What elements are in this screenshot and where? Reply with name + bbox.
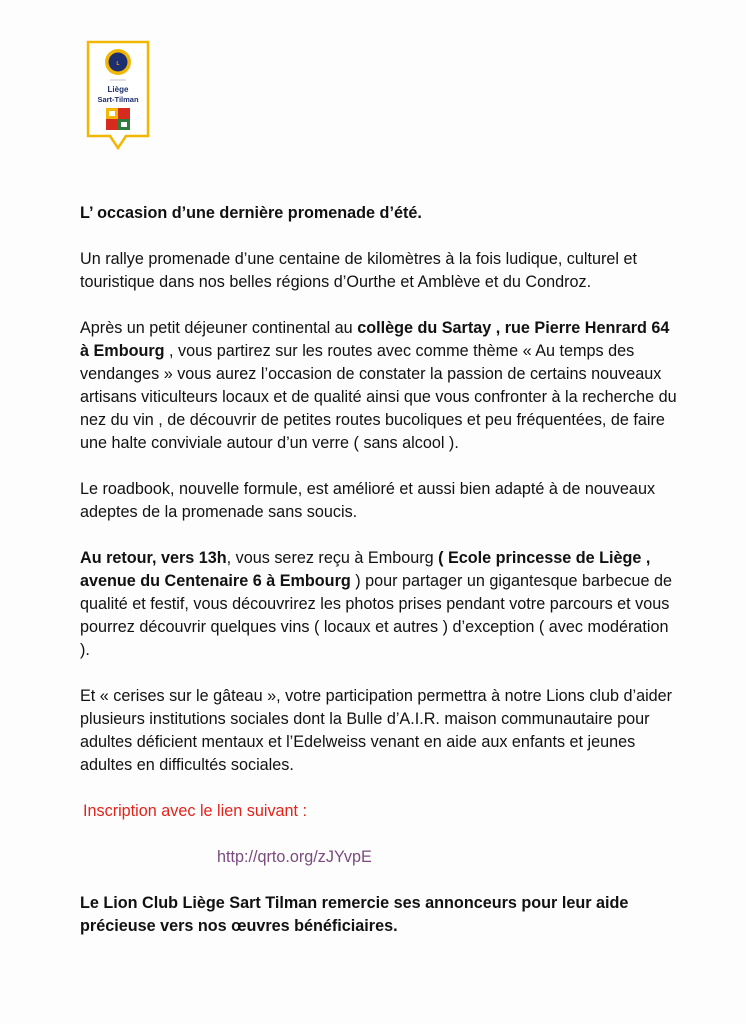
- lions-shield-icon: [86, 40, 150, 150]
- closing-thanks: Le Lion Club Liège Sart Tilman remercie ses annonceurs pour leur aide précieuse vers nos œuvres bénéficiaires.: [80, 894, 629, 935]
- paragraph-return: [80, 547, 680, 662]
- text-run: , vous serez reçu à Embourg: [226, 549, 439, 567]
- text-run: Après un petit déjeuner continental au: [80, 319, 358, 337]
- paragraph-intro: Un rallye promenade d’une centaine de kilomètres à la fois ludique, culturel et touristique dans nos belles régions d’Ourthe et Amblève et du Condroz.: [80, 250, 637, 291]
- text-run: ) pour partager un gigantesque barbecue de qualité et festif, vous découvrirez les photos prises pendant votre parcours et vous pourrez découvrir quelques vins ( locaux et autres ) d’exception ( avec modération ).: [80, 572, 673, 659]
- document-title: L’ occasion d’une dernière promenade d’été.: [80, 204, 422, 222]
- bold-location: collège du Sartay , rue Pierre Henrard 64 à Embourg: [80, 319, 670, 360]
- document-body: [80, 202, 680, 961]
- paragraph-charity: Et « cerises sur le gâteau », votre participation permettra à notre Lions club d’aider plusieurs institutions sociales dont la Bulle d’A.I.R. maison communautaire pour adultes déficient mentaux et l’Edelweiss venant en aide aux enfants et jeunes adultes en difficultés sociales.: [80, 687, 673, 774]
- logo-line1: Liège: [107, 85, 129, 94]
- bold-school-address: ( Ecole princesse de Liège , avenue du Centenaire 6 à Embourg: [80, 549, 651, 590]
- text-run: , vous partirez sur les routes avec comme thème « Au temps des vendanges » vous aurez l’occasion de constater la passion de certains nouveaux artisans viticulteurs locaux et de qualité ainsi que vous confronter à la recherche du nez du vin , de découvrir de petites routes bucoliques et peu fréquentées, de faire une halte conviviale autour d’un verre ( sans alcool ).: [80, 342, 677, 452]
- paragraph-program: [80, 317, 680, 455]
- svg-text:L: L: [116, 61, 120, 67]
- bold-return-time: Au retour, vers 13h: [80, 549, 227, 567]
- signup-link[interactable]: http://qrto.org/zJYvpE: [217, 848, 372, 866]
- logo-line2: Sart-Tilman: [97, 95, 139, 104]
- signup-heading: Inscription avec le lien suivant :: [83, 802, 308, 820]
- lions-club-logo: [86, 40, 150, 150]
- paragraph-roadbook: Le roadbook, nouvelle formule, est amélioré et aussi bien adapté à de nouveaux adeptes de la promenade sans soucis.: [80, 480, 656, 521]
